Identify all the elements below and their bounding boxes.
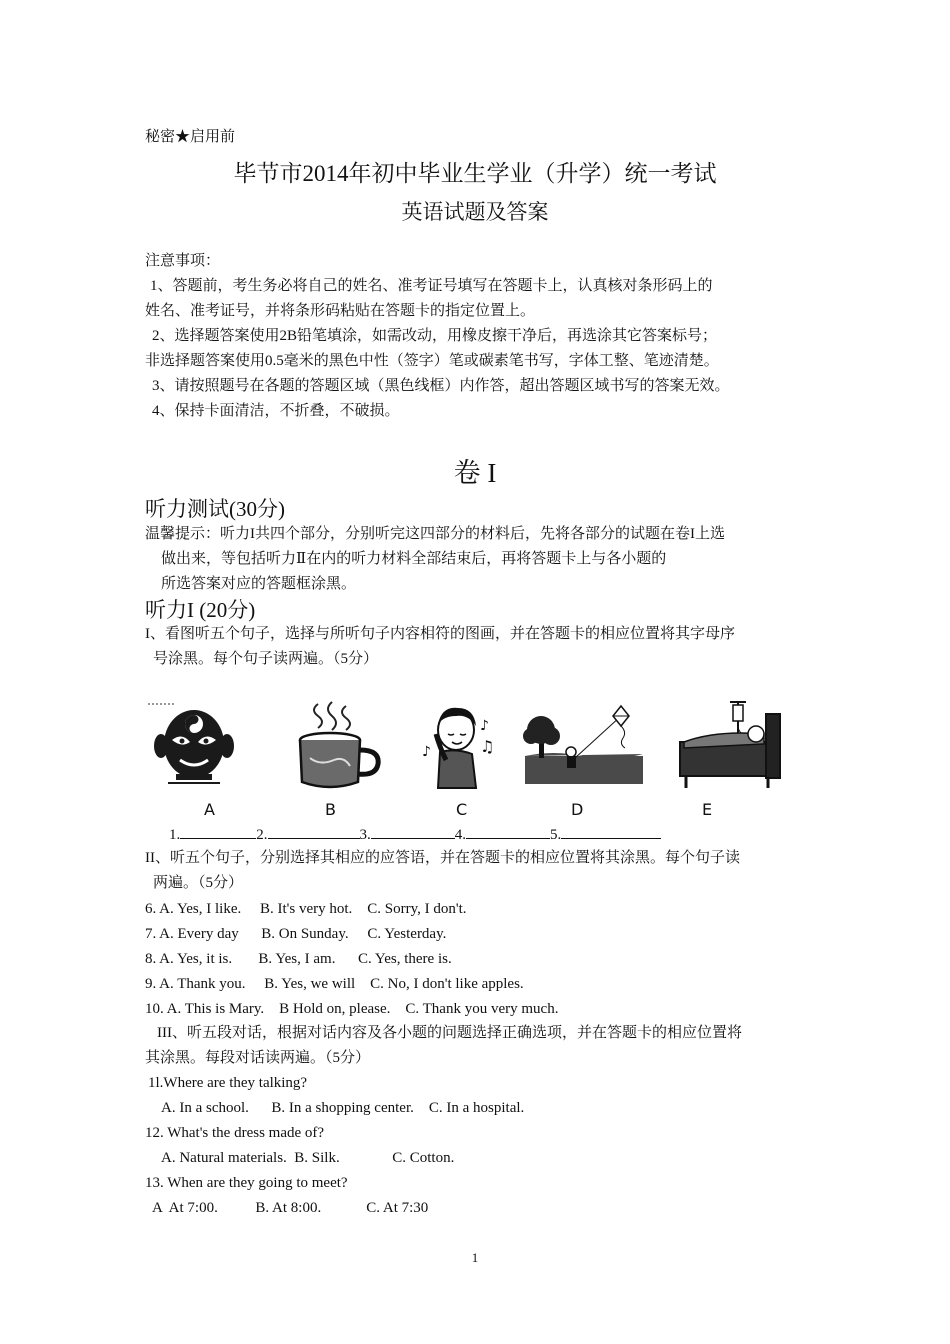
svg-text:♪: ♪: [422, 744, 431, 760]
picture-label-a: A: [204, 800, 215, 819]
hot-mug-icon: [290, 700, 385, 792]
question-item: 13. When are they going to meet?: [145, 1175, 348, 1191]
question-options: A. In a school. B. In a shopping center. C. In a hospital.: [161, 1100, 525, 1116]
section3-instruction: 其涂黑。每段对话读两遍。（5分）: [145, 1050, 371, 1066]
question-item: 10. A. This is Mary. B Hold on, please. C. Thank you very much.: [145, 1001, 559, 1017]
section2-instruction: 两遍。（5分）: [153, 875, 244, 891]
question-item: 1l.Where are they talking?: [148, 1075, 308, 1091]
volume-title: 卷 I: [453, 458, 497, 488]
notice-heading: 注意事项：: [145, 253, 221, 269]
answer-blank: [180, 824, 256, 839]
answer-blank: [268, 824, 360, 839]
svg-text:♪: ♪: [480, 718, 489, 734]
answer-blank: [561, 824, 661, 839]
blank-label: 1.: [169, 827, 181, 843]
opera-mask-icon: [146, 700, 246, 792]
tip-line: 温馨提示：听力I共四个部分，分别听完这四部分的材料后，先将各部分的试题在卷I上选: [145, 526, 725, 542]
question-item: 9. A. Thank you. B. Yes, we will C. No, I don't like apples.: [145, 976, 524, 992]
part1-heading: 听力I (20分): [145, 598, 256, 622]
question-options: A At 7:00. B. At 8:00. C. At 7:30: [152, 1200, 429, 1216]
boy-listening-music-icon: [418, 700, 503, 792]
question-item: 7. A. Every day B. On Sunday. C. Yesterday.: [145, 926, 447, 942]
picture-label-e: E: [702, 800, 713, 819]
listening-heading: 听力测试(30分): [145, 497, 285, 521]
section1-instruction: I、看图听五个句子，选择与所听句子内容相符的图画，并在答题卡的相应位置将其字母序: [145, 626, 735, 642]
tip-line: 做出来，等包括听力Ⅱ在内的听力材料全部结束后，再将答题卡上与各小题的: [161, 551, 667, 567]
section3-instruction: III、听五段对话，根据对话内容及各小题的问题选择正确选项，并在答题卡的相应位置将: [157, 1025, 742, 1041]
picture-label-c: C: [456, 800, 468, 819]
notice-line: 非选择题答案使用0.5毫米的黑色中性（签字）笔或碳素笔书写，字体工整、笔迹清楚。: [145, 353, 719, 369]
exam-subtitle: 英语试题及答案: [401, 200, 549, 224]
answer-blank: [371, 824, 455, 839]
notice-line: 3、请按照题号在各题的答题区域（黑色线框）内作答，超出答题区域书写的答案无效。: [152, 378, 730, 394]
blank-label: 3.: [359, 827, 371, 843]
tip-line: 所选答案对应的答题框涂黑。: [161, 576, 357, 592]
blank-label: 2.: [256, 827, 268, 843]
notice-line: 姓名、准考证号，并将条形码粘贴在答题卡的指定位置上。: [145, 303, 536, 319]
question-item: 6. A. Yes, I like. B. It's very hot. C. Sorry, I don't.: [145, 901, 467, 917]
picture-label-d: D: [571, 800, 584, 819]
picture-label-b: B: [325, 800, 336, 819]
exam-title: 毕节市2014年初中毕业生学业（升学）统一考试: [233, 161, 717, 186]
answer-blanks: [169, 824, 661, 845]
question-options: A. Natural materials. B. Silk. C. Cotton.: [161, 1150, 455, 1166]
answer-blank: [466, 824, 550, 839]
question-item: 8. A. Yes, it is. B. Yes, I am. C. Yes, there is.: [145, 951, 452, 967]
svg-text:♫: ♫: [480, 737, 495, 756]
kite-flying-icon: [523, 700, 645, 792]
section1-instruction: 号涂黑。每个句子读两遍。（5分）: [153, 651, 379, 667]
blank-label: 5.: [550, 827, 562, 843]
notice-line: 2、选择题答案使用2B铅笔填涂，如需改动，用橡皮擦干净后，再选涂其它答案标号；: [152, 328, 718, 344]
secret-label: 秘密★启用前: [145, 129, 236, 145]
section2-instruction: II、听五个句子，分别选择其相应的应答语，并在答题卡的相应位置将其涂黑。每个句子读: [145, 850, 740, 866]
blank-label: 4.: [454, 827, 466, 843]
notice-line: 4、保持卡面清洁，不折叠，不破损。: [152, 403, 400, 419]
notice-line: 1、答题前，考生务必将自己的姓名、准考证号填写在答题卡上，认真核对条形码上的: [150, 278, 713, 294]
hospital-bed-icon: [676, 700, 788, 792]
page-number: 1: [471, 1250, 479, 1265]
question-item: 12. What's the dress made of?: [145, 1125, 325, 1141]
